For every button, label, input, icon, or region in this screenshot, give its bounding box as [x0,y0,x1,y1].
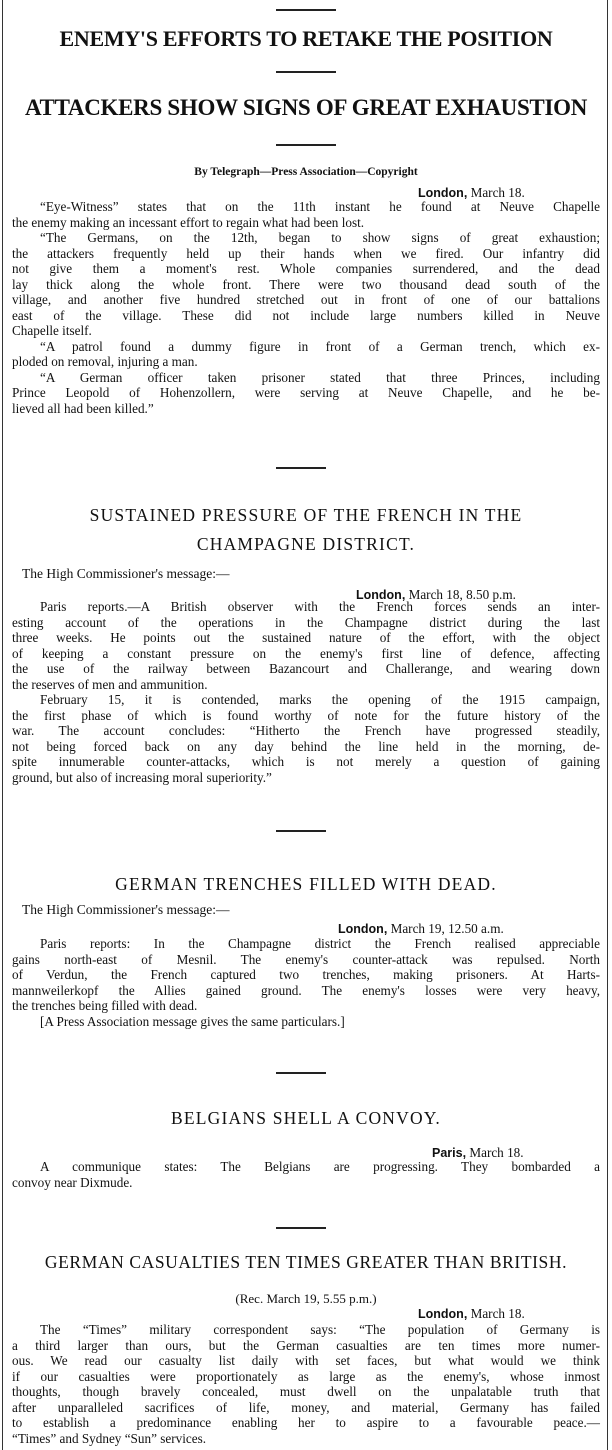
text-line: after unparalleled sacrifices of life, money, and material, Germany has failed [12,1399,600,1415]
dateline [418,1306,612,1322]
dateline-place: London, [338,922,388,936]
dateline [338,921,608,937]
dateline-place: London, [356,588,406,602]
divider [276,830,326,832]
text-line: to establish a predominance enabling her to aspire to a favourable peace.— [12,1415,600,1430]
text-line: esting account of the operations in the Champagne district during the last [12,614,600,630]
headline-1: ENEMY'S EFFORTS TO RETAKE THE POSITION [59,26,553,51]
text-line: Paris reports.—A British observer with the French forces sends an inter- [40,599,600,614]
byline: By Telegraph—Press Association—Copyright [194,166,418,178]
text-line: a third larger than ours, but the German casualties are ten times more numer- [12,1337,600,1353]
text-line: mannweilerkopf the Allies gained ground. The enemy's losses were very heavy, [12,982,600,998]
text-line: “A patrol found a dummy figure in front of a German trench, which ex- [40,338,600,354]
text-line: not give them a moment's rest. Whole companies surrendered, and the dead [12,261,600,276]
left-column-rule [2,0,3,1450]
text-line: February 15, it is contended, marks the opening of the 1915 campaign, [40,692,600,707]
text-line: not being forced back on any day behind the line held in the morning, de- [12,738,600,754]
text-line: Paris reports: In the Champagne district the French realised appreciable [40,936,600,951]
dateline-date: March 19, 12.50 a.m. [390,921,504,936]
text-line: “Times” and Sydney “Sun” services. [12,1430,206,1446]
text-line: the use of the railway between Bazancourt and Challerange, and wearing down [12,661,600,676]
article-3-intro: The High Commissioner's message:— [22,902,230,917]
divider [276,71,336,73]
dateline-date: March 18, 8.50 p.m. [408,587,516,602]
dateline-date: March 18. [469,1145,524,1160]
received-time: (Rec. March 19, 5.55 p.m.) [235,1291,377,1306]
text-line: of Verdun, the French captured two trenches, making prisoners. At Harts- [12,967,600,982]
headline-3-line-2: CHAMPAGNE DISTRICT. [196,534,416,554]
text-line: ground, but also of increasing moral superiority.” [12,769,272,785]
divider [276,144,336,146]
dateline-place: London, [418,1307,468,1321]
text-line: ous. We read our casualty list daily with set faces, but what would we think [12,1353,600,1368]
text-line: east of the village. These did not include large numbers killed in Neuve [12,307,600,323]
dateline-date: March 18. [470,185,525,200]
text-line: lay thick along the whole front. There were two thousand dead south of the [12,276,600,292]
top-divider [276,9,336,11]
dateline-date: March 18. [470,1306,525,1321]
text-line: the first phase of which is found worthy of note for the future history of the [12,707,600,723]
dateline-place: London, [418,186,468,200]
headline-3-line-1: SUSTAINED PRESSURE OF THE FRENCH IN THE [89,505,523,525]
text-line: the reserves of men and ammunition. [12,676,208,692]
headline-2: ATTACKERS SHOW SIGNS OF GREAT EXHAUSTION [24,95,588,120]
article-2-intro: The High Commissioner's message:— [22,566,230,581]
divider [276,1227,326,1229]
text-line: “Eye-Witness” states that on the 11th instant he found at Neuve Chapelle [40,199,600,214]
text-line: gains north-east of Mesnil. The enemy's counter-attack was repulsed. North [12,951,600,967]
text-line: convoy near Dixmude. [12,1174,133,1190]
text-line: “The Germans, on the 12th, began to show signs of great exhaustion; [40,230,600,245]
divider [276,467,326,469]
text-line: three weeks. He points out the sustained nature of the effort, with the object [12,630,600,645]
text-line: Prince Leopold of Hohenzollern, were serving at Neuve Chapelle, and he be- [12,385,600,400]
text-line: The “Times” military correspondent says: “The population of Germany is [40,1322,600,1337]
text-line: [A Press Association message gives the same particulars.] [40,1013,345,1029]
headline-6: GERMAN CASUALTIES TEN TIMES GREATER THAN BRITISH. [44,1252,568,1272]
text-line: the attackers frequently held up their hands when we fired. Our infantry did [12,245,600,261]
right-column-rule [607,0,608,1450]
headline-4: GERMAN TRENCHES FILLED WITH DEAD. [115,874,497,894]
text-line: village, and another five hundred stretched out in front of one of our battalions [12,292,600,307]
text-line: war. The account concludes: “Hitherto the French have progressed steadily, [12,723,600,738]
text-line: ploded on removal, injuring a man. [12,354,198,369]
divider [276,1072,326,1074]
dateline-place: Paris, [432,1146,467,1160]
text-line: the trenches being filled with dead. [12,998,198,1013]
text-line: if our casualties were proportionately as large as the enemy's, whose inmost [12,1368,600,1384]
text-line: Chapelle itself. [12,323,92,338]
text-line: thoughts, though bravely concealed, must dwell on the unpalatable truth that [12,1384,600,1399]
text-line: the enemy making an incessant effort to regain what had been lost. [12,214,365,230]
headline-5: BELGIANS SHELL A CONVOY. [171,1108,441,1128]
text-line: spite innumerable counter-attacks, which is not merely a question of gaining [12,754,600,769]
text-line: of keeping a constant pressure on the enemy's first line of defence, affecting [12,645,600,661]
text-line: “A German officer taken prisoner stated that three Princes, including [40,369,600,385]
text-line: lieved all had been killed.” [12,400,154,416]
text-line: A communique states: The Belgians are progressing. They bombarded a [40,1159,600,1174]
